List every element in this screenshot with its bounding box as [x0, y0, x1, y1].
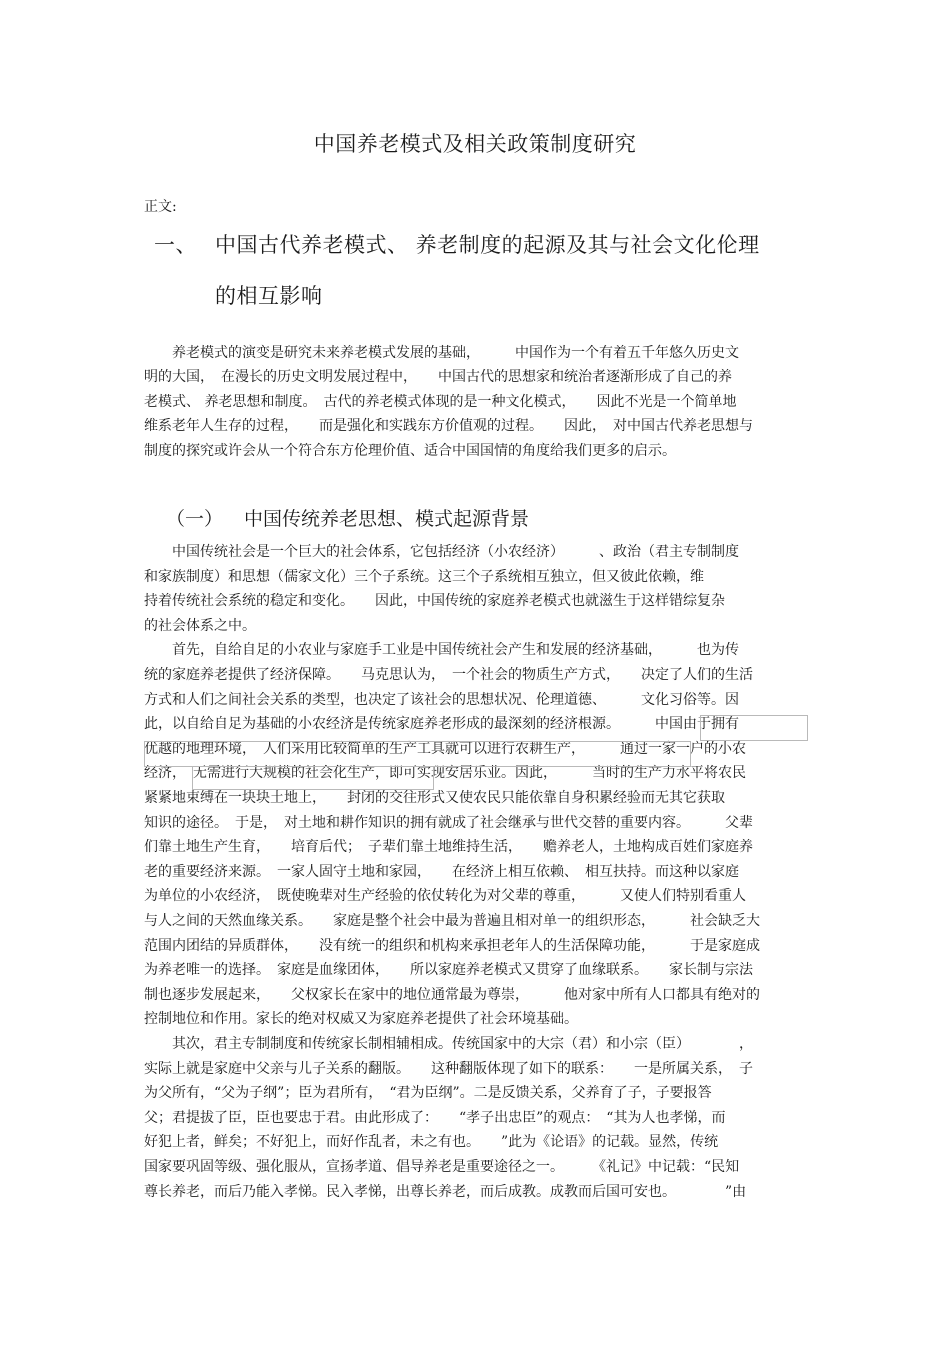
text-line: 范围内团结的异质群体， 没有统一的组织和机构来承担老年人的生活保障功能， 于是家庭成: [144, 937, 760, 954]
text-line: 父；君提拔了臣，臣也要忠于君。由此形成了： “孝子出忠臣”的观点： “其为人也孝悌，而: [144, 1109, 726, 1126]
text-line: 老模式、 养老思想和制度。 古代的养老模式体现的是一种文化模式， 因此不光是一个简单地: [144, 393, 737, 410]
text-line: 与人之间的天然血缘关系。 家庭是整个社会中最为普遍且相对单一的组织形态， 社会缺乏大: [144, 913, 760, 929]
text-line: 制也逐步发展起来， 父权家长在家中的地位通常最为尊崇， 他对家中所有人口都具有绝对的: [144, 986, 760, 1003]
subsection-number: （一）: [166, 508, 224, 530]
text-line: 为单位的小农经济， 既使晚辈对生产经验的依仗转化为对父辈的尊重， 又使人们特别看重人: [144, 888, 746, 905]
text-line: 知识的途径。 于是， 对土地和耕作知识的拥有就成了社会继承与世代交替的重要内容。 父辈: [144, 814, 753, 831]
text-line: 们靠土地生产生育， 培育后代； 子辈们靠土地维持生活， 赡养老人，土地构成百姓们家庭养: [144, 839, 753, 856]
text-line: 其次，君主专制制度和传统家长制相辅相成。传统国家中的大宗（君）和小宗（臣） ，: [144, 1036, 753, 1052]
text-line: 维系老年人生存的过程， 而是强化和实践东方价值观的过程。 因此， 对中国古代养老思想与: [144, 418, 753, 435]
text-line: 紧紧地束缚在一块块土地上， 封闭的交往形式又使农民只能依靠自身积累经验而无其它获取: [144, 790, 725, 806]
text-line: 老的重要经济来源。 一家人固守土地和家园， 在经济上相互依赖、 相互扶持。而这种以家庭: [144, 863, 739, 880]
text-line: 国家要巩固等级、强化服从，宣扬孝道、倡导养老是重要途径之一。 《礼记》中记载：“民知: [144, 1159, 740, 1175]
text-line: 方式和人们之间社会关系的类型，也决定了该社会的思想状况、伦理道德、 文化习俗等。因: [144, 691, 739, 708]
text-line: 好犯上者，鲜矣；不好犯上，而好作乱者，未之有也。 ”此为《论语》的记载。显然，传统: [144, 1134, 719, 1151]
text-line: 首先，自给自足的小农业与家庭手工业是中国传统社会产生和发展的经济基础， 也为传: [144, 642, 739, 659]
text-line: 实际上就是家庭中父亲与儿子关系的翻版。 这种翻版体现了如下的联系： 一是所属关系， 子: [144, 1060, 753, 1077]
text-line: 尊长养老，而后乃能入孝悌。民入孝悌，出尊长养老，而后成教。成教而后国可安也。 ”由: [144, 1183, 747, 1200]
text-line: 优越的地理环境， 人们采用比较简单的生产工具就可以进行农耕生产， 通过一家一户的小农: [144, 740, 746, 757]
section-number: 一、: [154, 233, 197, 257]
text-line: 统的家庭养老提供了经济保障。 马克思认为， 一个社会的物质生产方式， 决定了人们的生活: [144, 667, 753, 683]
text-line: 为养老唯一的选择。 家庭是血缘团体， 所以家庭养老模式又贯穿了血缘联系。 家长制与宗法: [144, 962, 753, 979]
text-line: 持着传统社会系统的稳定和变化。 因此，中国传统的家庭养老模式也就滋生于这样错综复杂: [144, 593, 725, 610]
text-line: 控制地位和作用。家长的绝对权威又为家庭养老提供了社会环境基础。: [144, 1011, 578, 1028]
text-line: 制度的探究或许会从一个符合东方伦理价值、适合中国国情的角度给我们更多的启示。: [144, 442, 676, 459]
text-line: 养老模式的演变是研究未来养老模式发展的基础， 中国作为一个有着五千年悠久历史文: [144, 345, 739, 361]
text-line: 和家族制度）和思想（儒家文化）三个子系统。这三个子系统相互独立，但又彼此依赖，维: [144, 568, 704, 585]
text-line: 此，以自给自足为基础的小农经济是传统家庭养老形成的最深刻的经济根源。 中国由于拥有: [144, 716, 739, 733]
subsection-heading: 中国传统养老思想、模式起源背景: [244, 508, 530, 530]
section-heading-line-1: 中国古代养老模式、 养老制度的起源及其与社会文化伦理: [215, 233, 760, 257]
text-line: 明的大国， 在漫长的历史文明发展过程中， 中国古代的思想家和统治者逐渐形成了自己的养: [144, 369, 732, 386]
text-line: 中国传统社会是一个巨大的社会体系，它包括经济（小农经济） 、政治（君主专制制度: [144, 544, 739, 560]
section-heading-line-2: 的相互影响: [215, 284, 323, 308]
document-title: 中国养老模式及相关政策制度研究: [313, 132, 637, 156]
body-label: 正文:: [144, 199, 177, 215]
text-line: 为父所有，“父为子纲”；臣为君所有， “君为臣纲”。二是反馈关系，父养育了子，子要报答: [144, 1085, 712, 1102]
text-line: 的社会体系之中。: [144, 617, 256, 634]
text-line: 经济， 无需进行大规模的社会化生产，即可实现安居乐业。因此， 当时的生产力水平将农民: [144, 765, 746, 782]
